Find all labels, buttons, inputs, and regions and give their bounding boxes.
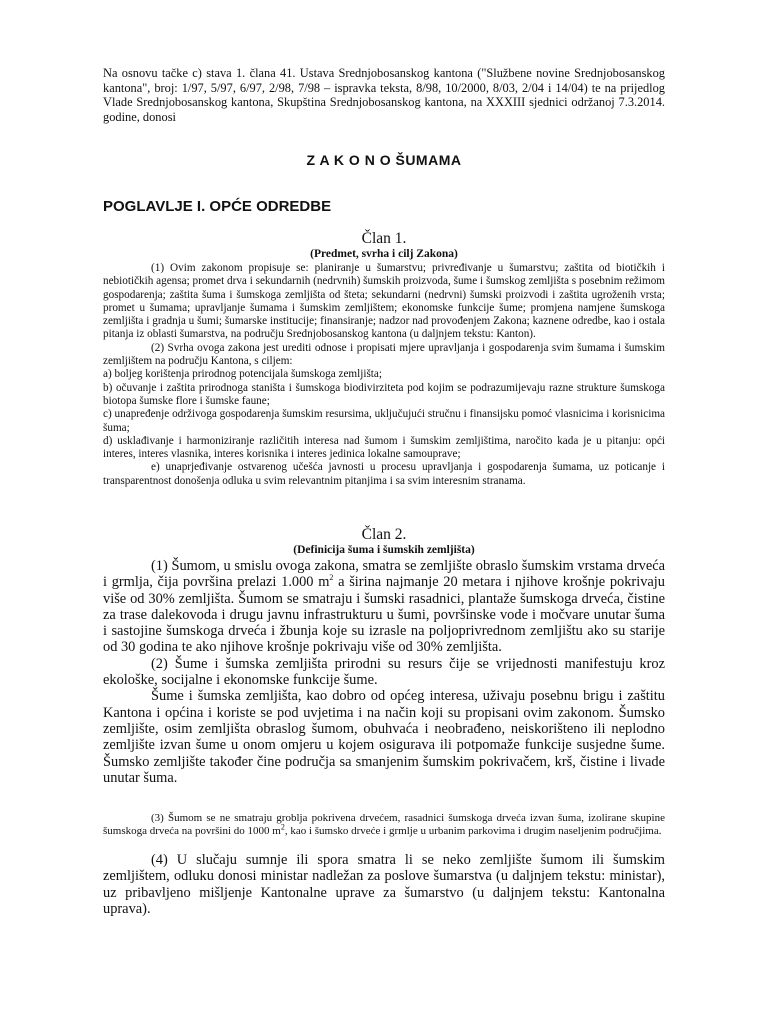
article-2-paragraph-1 [103,558,665,656]
article-1-heading: Član 1. [361,230,407,247]
article-2-paragraph-4-block [103,852,665,917]
article-2-heading: Član 2. [361,526,407,543]
article-2-p3 [103,812,665,837]
article-1-item-c: c) unapređenje održivoga gospodarenja šumskim resursima, uključujući stručnu i finansijsku pomoć vlasnicima i korisnicima šuma; [103,408,665,434]
law-title: Z A K O N O ŠUMAMA [306,152,462,168]
article-1-body [103,262,665,488]
article-1-item-a: a) boljeg korištenja prirodnog potencijala šumskoga zemljišta; [103,368,382,381]
article-2-paragraph-2b: Šume i šumska zemljišta, kao dobro od općeg interesa, uživaju posebnu brigu i zaštitu Kantona i općina i koriste se pod uvjetima i na način koji su propisani ovim zakonom. Šumsko zemljište, osim zemljišta obraslog šumom, obuhvaća i neobrađeno, neiskorišteno ili neplodno zemljište izvan šume u onom omjeru u kojem osigurava ili potpomaže funkcije susjedne šume. Šumsko zemljište također čine područja sa smanjenim šumskim pokrivačem, krš, čistine i livade unutar šuma. [103,688,665,786]
article-1-paragraph-2: (2) Svrha ovoga zakona jest urediti odnose i propisati mjere upravljanja i gospodarenja svim šumama i šumskim zemljištem na području Kantona, s ciljem: [103,341,665,368]
article-1-item-b: b) očuvanje i zaštita prirodnoga staništa i šumskoga biodivirziteta pod kojim se podrazumijevaju razne strukture šumskoga biotopa šumske flore i šumske faune; [103,381,665,407]
article-1-subtitle: (Predmet, svrha i cilj Zakona) [310,248,458,260]
article-2-p1-text: (1) Šumom, u smislu ovoga zakona, smatra se zemljište obraslo šumskim vrstama drveća i grmlja, čija površina prelazi 1.000 m [103,558,665,591]
article-1-paragraph-1: (1) Ovim zakonom propisuje se: planiranje u šumarstvu; privređivanje u šumarstvu; zaštita od biotičkih i nebiotičkih agensa; promet drva i sekundarnih (nedrvnih) šumskih proizvoda, šume i šumskog zemljišta s posebnim režimom gospodarenja; zaštita šuma i šumskoga zemljišta od šteta; sekundarni (nedrvni) šumski proizvodi i zaštita ugroženih vrsta; promet u šumama; upravljanje šumama i šumskim zemljištem; ekonomske funkcije šume; promjena namjene šumskoga zemljišta i gradnja u šumi; šumarske institucije; finansiranje; nadzor nad provođenjem Zakona; kaznene odredbe, kao i ostala pitanja iz oblasti šumarstva, na području Srednjobosanskog kantona (u daljnjem tekstu: Kanton). [103,262,665,341]
article-2-subtitle: (Definicija šuma i šumskih zemljišta) [293,544,475,556]
chapter-title: POGLAVLJE I. OPĆE ODREDBE [103,198,332,215]
article-2-paragraph-2: (2) Šume i šumska zemljišta prirodni su resurs čije se vrijednosti manifestuju kroz ekološke, socijalne i ekonomske funkcije šume. [103,655,665,689]
article-2-p3-text-cont: , kao i šumsko drveće i grmlje u urbanim parkovima i drugim naseljenim područjima. [284,824,662,837]
article-2-paragraph-3 [103,812,665,837]
article-2-paragraph-4: (4) U slučaju sumnje ili spora smatra li se neko zemljište šumom ili šumskim zemljištem, odluku donosi ministar nadležan za poslove šumarstva (u daljnjem tekstu: ministar), uz pribavljeno mišljenje Kantonalne uprave za šumarstvo (u daljnjem tekstu: Kantonalna uprava). [103,852,665,917]
superscript-2: 2 [280,821,285,831]
preamble-text: Na osnovu tačke c) stava 1. člana 41. Ustava Srednjobosanskog kantona ("Službene novine Srednjobosanskog kantona", broj: 1/97, 5/97, 6/97, 2/98, 7/98 – ispravka teksta, 8/98, 10/2000, 8/03, 2/04 i 14/04) te na prijedlog Vlade Srednjobosanskog kantona, Skupština Srednjobosanskog kantona, na XXXIII sjednici održanoj 7.3.2014. godine, donosi [103,66,665,124]
article-2-body [103,558,665,786]
superscript-2: 2 [329,573,334,583]
article-1-item-e: e) unaprjeđivanje ostvarenog učešća javnosti u procesu upravljanja i gospodarenja šumama, uz poticanje i transparentnost donošenja odluka u svim relevantnim pitanjima i sa svim interesnim stranama. [103,461,665,487]
article-2-p3-text: (3) Šumom se ne smatraju groblja pokrivena drvećem, rasadnici šumskoga drveća izvan šuma, izolirane skupine šumskoga drveća na površini do 1000 m [103,812,665,837]
article-1-item-d: d) usklađivanje i harmoniziranje različitih interesa nad šumom i šumskim zemljištima, naročito kada je u pitanju: opći interes, interes vlasnika, interes korisnika i interes jedinica lokalne samouprave; [103,434,665,461]
article-2-p1-text-cont: a širina najmanje 20 metara i njihove krošnje pokrivaju više od 30% zemljišta. Šumom se smatraju i šumski rasadnici, plantaže šumskoga drveća, čistine za trase dalekovoda i drugu javnu infrastrukturu u šumi, površinske vode i močvare unutar šuma i sastojine šumskoga drveća i žbunja koje su izrasle na poljoprivrednom zemljištu ako su starije od 30 godina te ako njihove krošnje pokrivaju više od 30% zemljišta. [103,574,666,656]
